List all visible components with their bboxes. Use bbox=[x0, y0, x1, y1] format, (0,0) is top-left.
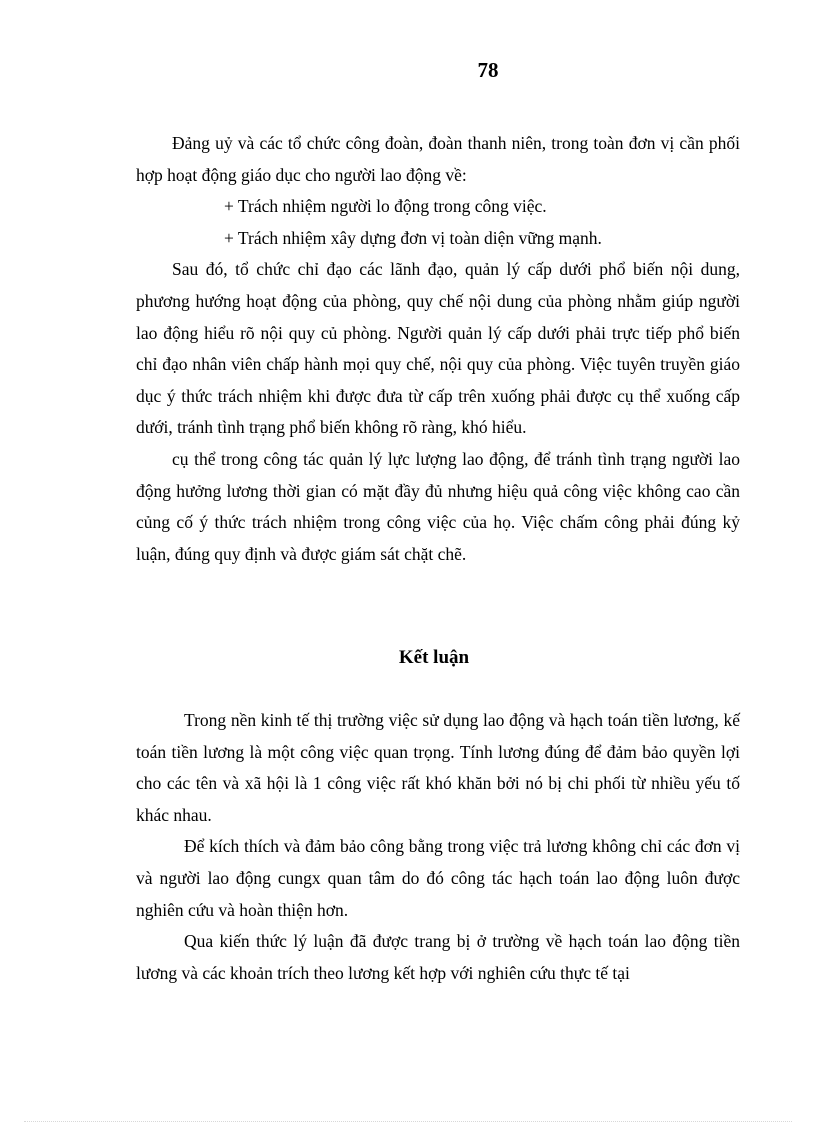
paragraph: Để kích thích và đảm bảo công bằng trong việc trả lương không chỉ các đơn vị và người lao động cungx quan tâm do đó công tác hạch toán lao động luôn được nghiên cứu và hoàn thiện hơn. bbox=[136, 836, 740, 920]
page-divider bbox=[24, 1121, 792, 1122]
paragraph: Sau đó, tổ chức chỉ đạo các lãnh đạo, quản lý cấp dưới phổ biến nội dung, phương hướng hoạt động của phòng, quy chế nội dung của phòng nhằm giúp người lao động hiểu rõ nội quy củ phòng. Người quản lý cấp dưới phải trực tiếp phổ biến chỉ đạo nhân viên chấp hành mọi quy chế, nội quy của phòng. Việc tuyên truyền giáo dục ý thức trách nhiệm khi được đưa từ cấp trên xuống phải được cụ thể xuống cấp dưới, tránh tình trạng phổ biến không rõ ràng, khó hiểu. bbox=[136, 259, 740, 438]
paragraph: cụ thể trong công tác quản lý lực lượng lao động, để tránh tình trạng người lao động hưởng lương thời gian có mặt đầy đủ nhưng hiệu quả công việc không cao cần củng cố ý thức trách nhiệm trong công việc của họ. Việc chấm công phải đúng kỷ luận, đúng quy định và được giám sát chặt chẽ. bbox=[136, 448, 740, 564]
body-section-2 bbox=[136, 705, 740, 989]
page-number: 78 bbox=[477, 58, 499, 82]
body-section-1 bbox=[136, 128, 740, 570]
bullet-item: + Trách nhiệm người lo động trong công việc. bbox=[224, 196, 547, 217]
bullet-item: + Trách nhiệm xây dựng đơn vị toàn diện vững mạnh. bbox=[224, 227, 602, 248]
section-heading: Kết luận bbox=[398, 647, 470, 668]
paragraph: Qua kiến thức lý luận đã được trang bị ở trường về hạch toán lao động tiền lương và các khoản trích theo lương kết hợp với nghiên cứu thực tế tại bbox=[136, 931, 740, 983]
paragraph: Đảng uỷ và các tổ chức công đoàn, đoàn thanh niên, trong toàn đơn vị cần phối hợp hoạt động giáo dục cho người lao động về: bbox=[136, 133, 740, 185]
paragraph: Trong nền kinh tế thị trường việc sử dụng lao động và hạch toán tiền lương, kế toán tiền lương là một công việc quan trọng. Tính lương đúng để đảm bảo quyền lợi cho các tên và xã hội là 1 công việc rất khó khăn bởi nó bị chi phối từ nhiều yếu tố khác nhau. bbox=[136, 710, 740, 825]
